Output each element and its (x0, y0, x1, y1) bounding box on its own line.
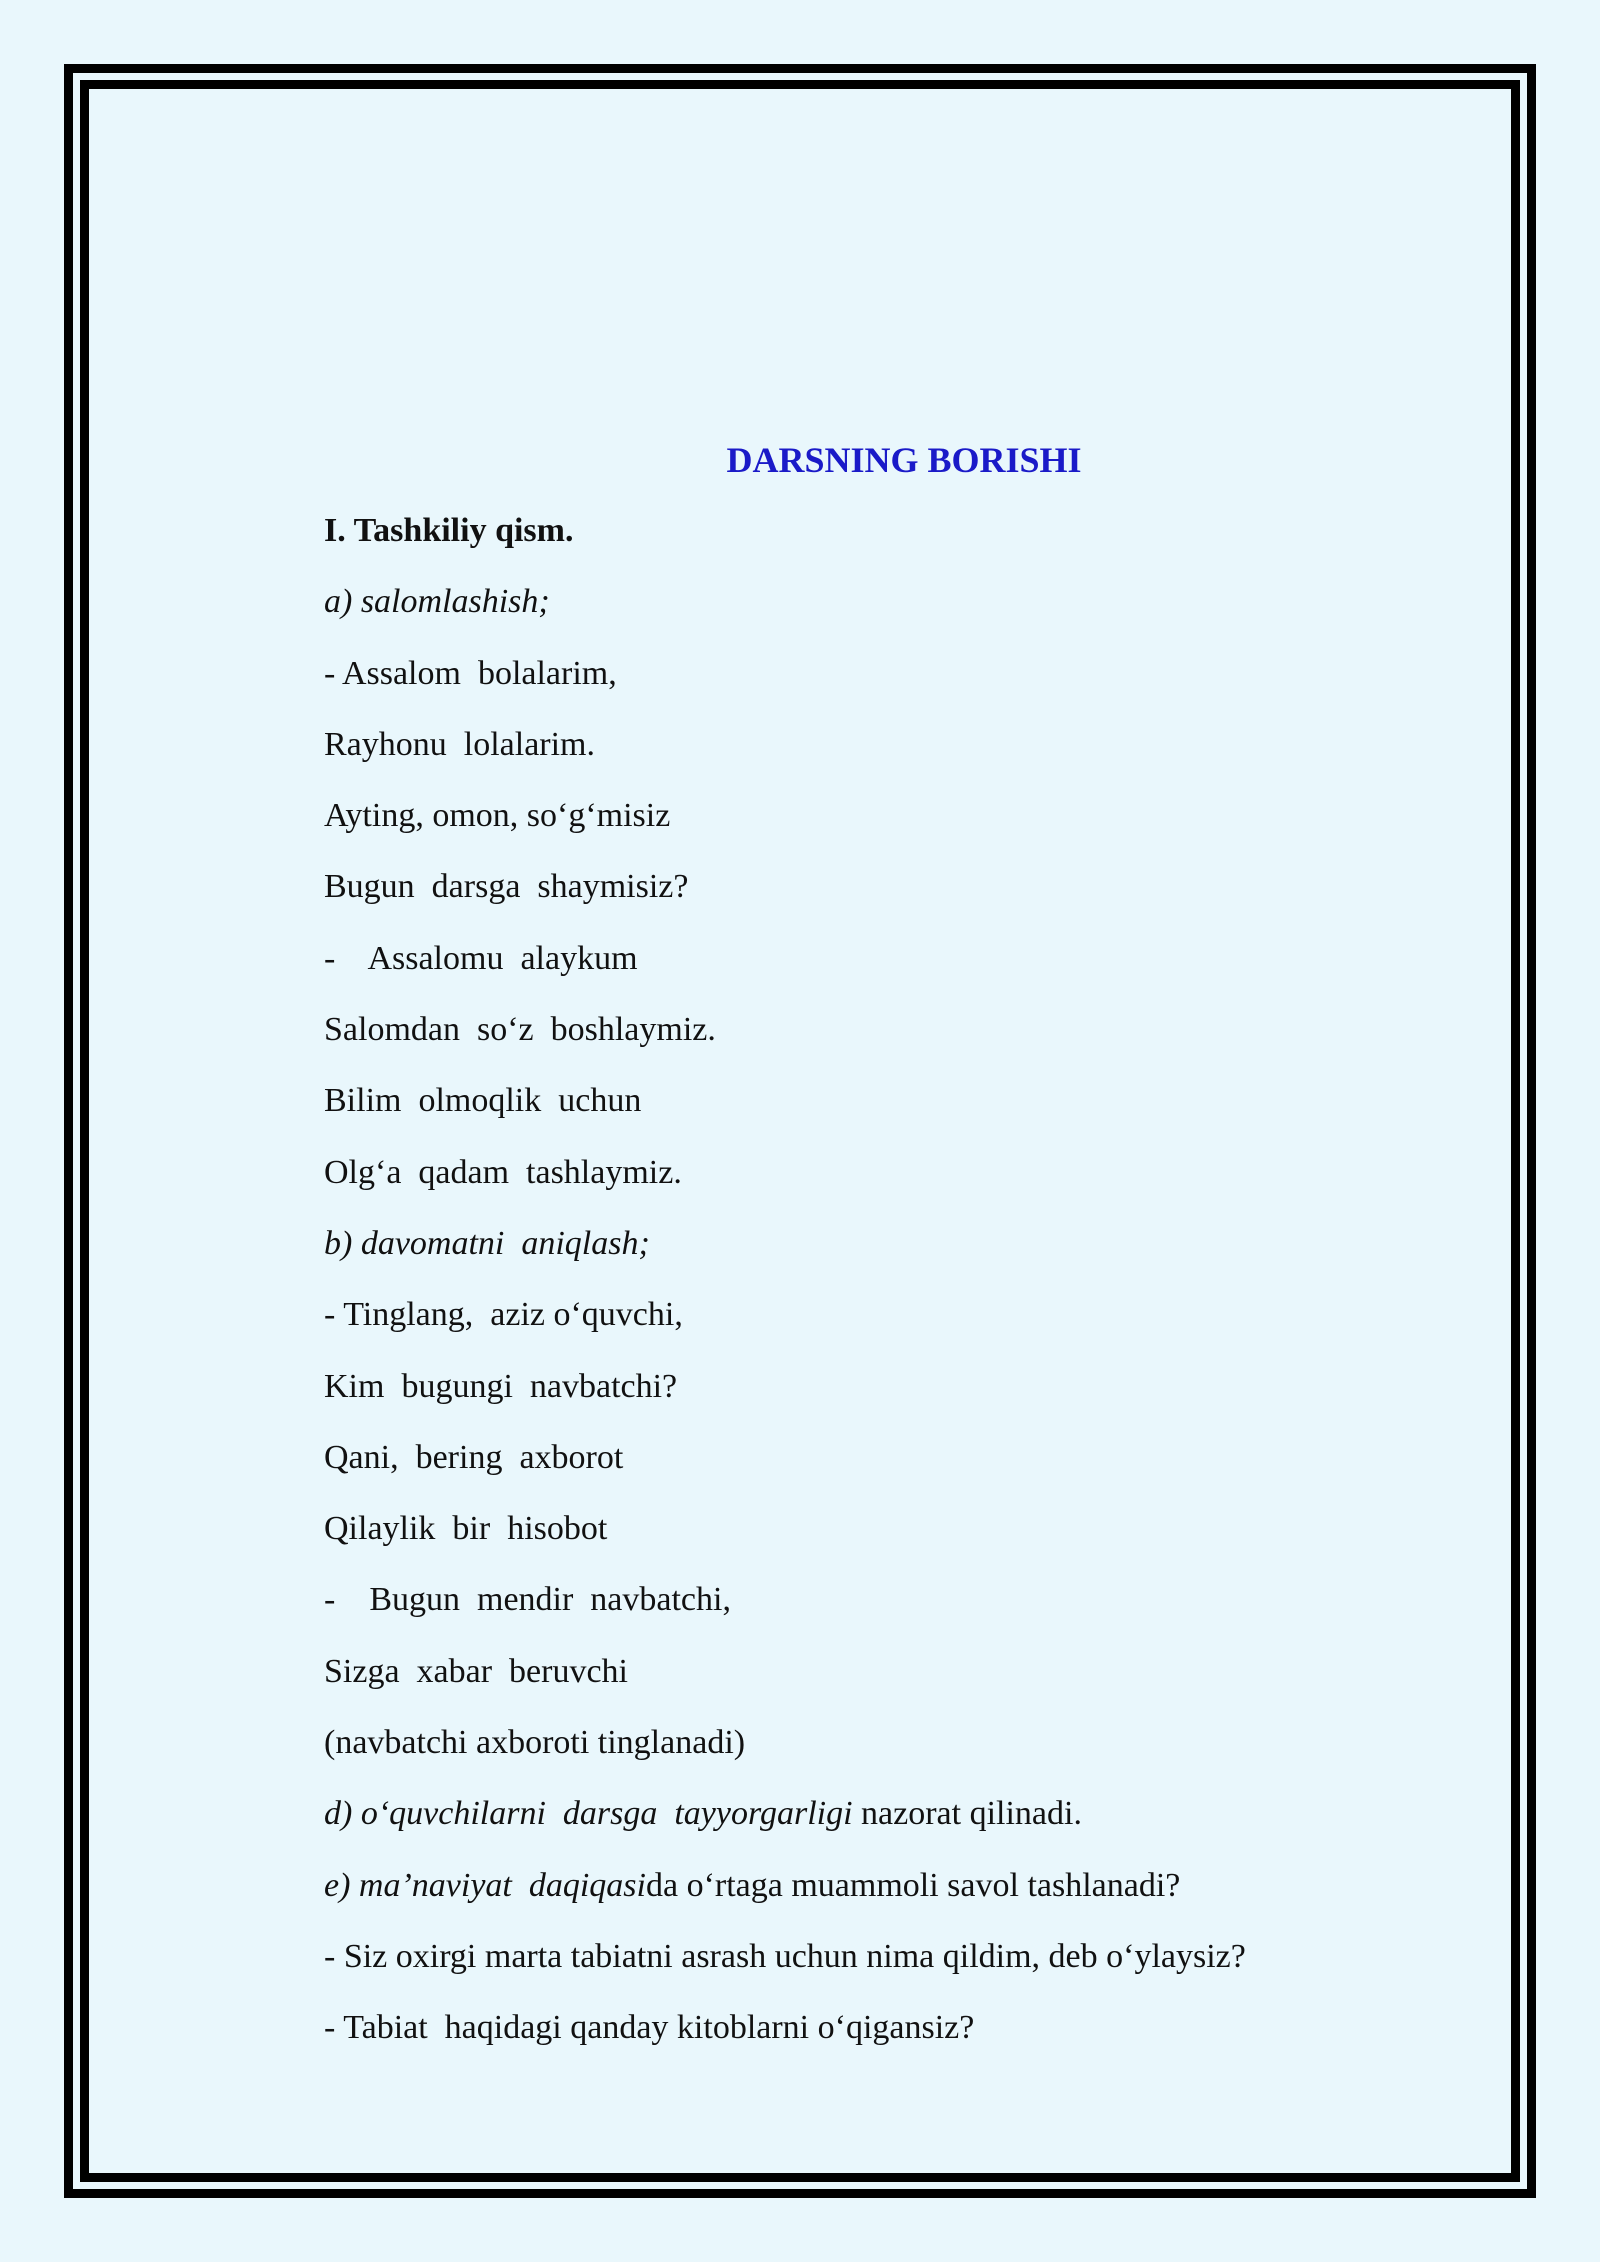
item-a-greeting: a) salomlashish; (324, 583, 550, 621)
item-b-attendance: b) davomatni aniqlash; (324, 1224, 650, 1262)
poem-line: Olg‘a qadam tashlaymiz. (324, 1153, 682, 1191)
item-d-italic: d) o‘quvchilarni darsga tayyorgarligi (324, 1795, 853, 1833)
poem-line: Salomdan so‘z boshlaymiz. (324, 1011, 716, 1049)
section-heading: I. Tashkiliy qism. (324, 512, 574, 549)
poem-line: Bilim olmoqlik uchun (324, 1082, 642, 1120)
poem-line: - Tinglang, aziz o‘quvchi, (324, 1296, 683, 1334)
poem-line: - Assalomu alaykum (324, 939, 638, 977)
poem-line: Rayhonu lolalarim. (324, 725, 596, 763)
poem-line: Ayting, omon, so‘g‘misiz (324, 797, 671, 835)
poem-line: - Bugun mendir navbatchi, (324, 1581, 731, 1619)
document-title: DARSNING BORISHI (726, 440, 1082, 480)
poem-line: - Assalom bolalarim, (324, 654, 617, 692)
poem-line: Qani, bering axborot (324, 1438, 624, 1476)
item-e-italic: e) ma’naviyat daqiqasi (324, 1866, 646, 1904)
poem-line: Bugun darsga shaymisiz? (324, 868, 689, 906)
poem-line: (navbatchi axboroti tinglanadi) (324, 1724, 746, 1762)
question-line: - Siz oxirgi marta tabiatni asrash uchun nima qildim, deb o‘ylaysiz? (324, 1937, 1246, 1975)
poem-line: Kim bugungi navbatchi? (324, 1367, 678, 1405)
item-d-text: nazorat qilinadi. (852, 1795, 1082, 1833)
item-d-readiness (324, 1786, 1424, 1857)
document-lines (324, 503, 1424, 2072)
item-e-spirituality (324, 1858, 1424, 1929)
poem-line: Sizga xabar beruvchi (324, 1652, 628, 1690)
poem-line: Qilaylik bir hisobot (324, 1510, 608, 1548)
item-e-text: da o‘rtaga muammoli savol tashlanadi? (646, 1866, 1181, 1904)
question-line: - Tabiat haqidagi qanday kitoblarni o‘qigansiz? (324, 2009, 975, 2047)
